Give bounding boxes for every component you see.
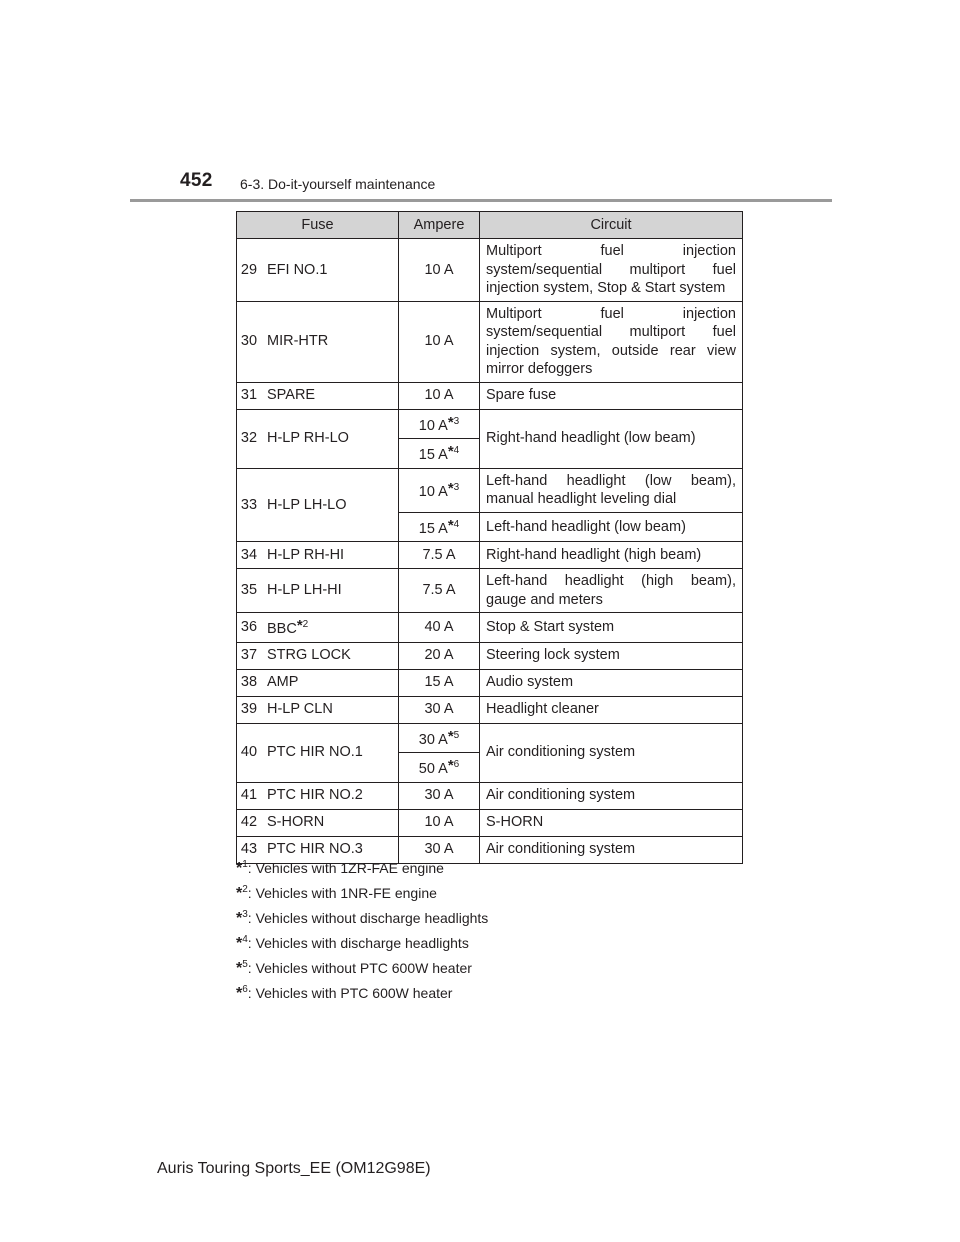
footnote-text: : Vehicles with 1NR-FE engine xyxy=(247,885,437,901)
footnote-number: 4 xyxy=(453,518,460,530)
fuse-circuit: Stop & Start system xyxy=(480,613,743,643)
fuse-name xyxy=(261,569,399,613)
ampere-column-header: Ampere xyxy=(399,212,480,239)
fuse-name-text: H-LP LH-LO xyxy=(267,496,347,513)
fuse-number: 41 xyxy=(237,782,262,809)
fuse-name-text: PTC HIR NO.2 xyxy=(267,787,363,804)
footnote xyxy=(236,902,488,927)
fuse-row xyxy=(237,569,743,613)
footnote-asterisk: * xyxy=(447,413,454,431)
ampere-value: 30 A xyxy=(424,787,454,804)
fuse-number: 29 xyxy=(237,239,262,302)
ampere-value: 10 A xyxy=(424,261,454,278)
footnote-asterisk: * xyxy=(296,617,303,634)
fuse-name-text: EFI NO.1 xyxy=(267,261,328,278)
footnote-number: 5 xyxy=(242,959,248,970)
footnote-reference xyxy=(447,443,460,460)
fuse-row xyxy=(237,669,743,696)
footnote-asterisk: * xyxy=(447,479,454,497)
fuse-number: 38 xyxy=(237,669,262,696)
fuse-name-text: PTC HIR NO.3 xyxy=(267,841,363,858)
ampere-value: 30 A xyxy=(424,701,454,718)
fuse-number: 36 xyxy=(237,613,262,643)
circuit-column-header: Circuit xyxy=(480,212,743,239)
fuse-ampere xyxy=(399,696,480,723)
fuse-ampere xyxy=(399,569,480,613)
fuse-circuit: Right-hand headlight (low beam) xyxy=(480,409,743,468)
fuse-circuit: Left-hand headlight (low beam), manual headlight leveling dial xyxy=(480,468,743,512)
fuse-number: 42 xyxy=(237,809,262,836)
fuse-name xyxy=(261,409,399,468)
fuse-row xyxy=(237,782,743,809)
fuse-ampere xyxy=(399,382,480,409)
fuse-row xyxy=(237,723,743,753)
fuse-number: 33 xyxy=(237,468,262,542)
ampere-value: 10 A xyxy=(418,483,448,500)
fuse-ampere xyxy=(399,409,480,439)
footnote-asterisk: * xyxy=(447,757,454,774)
footnote xyxy=(236,977,488,1002)
fuse-ampere xyxy=(399,723,480,753)
footnote-asterisk: * xyxy=(447,516,454,534)
fuse-name xyxy=(261,782,399,809)
footnote-number: 3 xyxy=(242,909,248,920)
fuse-name-text: SPARE xyxy=(267,387,316,404)
footnote-reference xyxy=(447,479,460,497)
fuse-circuit: Headlight cleaner xyxy=(480,696,743,723)
footnote-asterisk: * xyxy=(447,727,454,745)
fuse-row xyxy=(237,382,743,409)
fuse-table xyxy=(236,211,743,864)
fuse-circuit: Multiport fuel injection system/sequential multiport fuel injection system, outside rear view mirror defoggers xyxy=(480,301,743,382)
fuse-ampere xyxy=(399,613,480,643)
fuse-number: 40 xyxy=(237,723,262,782)
footnote-number: 6 xyxy=(453,759,460,770)
fuse-circuit: Multiport fuel injection system/sequential multiport fuel injection system, Stop & Start system xyxy=(480,239,743,302)
fuse-ampere xyxy=(399,468,480,512)
section-title: 6-3. Do-it-yourself maintenance xyxy=(240,176,436,192)
fuse-circuit: Left-hand headlight (high beam), gauge and meters xyxy=(480,569,743,613)
footnote-asterisk: * xyxy=(236,885,243,902)
fuse-number: 34 xyxy=(237,542,262,569)
fuse-circuit: Audio system xyxy=(480,669,743,696)
fuse-ampere xyxy=(399,642,480,669)
footnote-text: : Vehicles without discharge headlights xyxy=(247,910,489,926)
fuse-number: 35 xyxy=(237,569,262,613)
ampere-value: 10 A xyxy=(424,387,454,404)
footnote-number: 3 xyxy=(453,481,460,493)
fuse-name xyxy=(261,468,399,542)
footnote xyxy=(236,852,488,877)
fuse-name xyxy=(261,542,399,569)
ampere-value: 15 A xyxy=(418,520,448,537)
fuse-row xyxy=(237,809,743,836)
ampere-value: 15 A xyxy=(424,674,454,691)
fuse-circuit: Left-hand headlight (low beam) xyxy=(480,512,743,542)
fuse-name xyxy=(261,669,399,696)
fuse-ampere xyxy=(399,542,480,569)
fuse-circuit: Spare fuse xyxy=(480,382,743,409)
fuse-table-header xyxy=(237,212,743,239)
footnote-text: : Vehicles with 1ZR-FAE engine xyxy=(247,860,444,876)
footnote-number: 2 xyxy=(302,619,309,630)
footnote-asterisk: * xyxy=(236,910,243,927)
footnote-reference xyxy=(296,617,309,634)
footnote xyxy=(236,927,488,952)
ampere-value: 7.5 A xyxy=(422,546,456,563)
footnote-reference xyxy=(447,516,460,534)
footnote-number: 3 xyxy=(453,415,460,427)
manual-footer: Auris Touring Sports_EE (OM12G98E) xyxy=(157,1160,431,1177)
header-rule xyxy=(130,199,832,202)
fuse-row xyxy=(237,696,743,723)
fuse-circuit: Air conditioning system xyxy=(480,723,743,782)
fuse-name xyxy=(261,301,399,382)
footnote-number: 4 xyxy=(242,934,248,945)
fuse-name-text: H-LP RH-HI xyxy=(267,546,345,563)
ampere-value: 15 A xyxy=(418,447,448,463)
footnote-asterisk: * xyxy=(236,985,243,1002)
fuse-row xyxy=(237,542,743,569)
fuse-ampere xyxy=(399,439,480,469)
fuse-name xyxy=(261,696,399,723)
ampere-value: 10 A xyxy=(418,417,448,434)
fuse-name-text: STRG LOCK xyxy=(267,647,351,664)
ampere-value: 10 A xyxy=(424,814,454,831)
fuse-ampere xyxy=(399,239,480,302)
fuse-number: 32 xyxy=(237,409,262,468)
fuse-name-text: H-LP CLN xyxy=(267,701,333,718)
ampere-value: 20 A xyxy=(424,647,454,664)
ampere-value: 40 A xyxy=(424,619,454,635)
fuse-circuit: Right-hand headlight (high beam) xyxy=(480,542,743,569)
fuse-circuit: Steering lock system xyxy=(480,642,743,669)
fuse-name-text: AMP xyxy=(267,674,299,691)
fuse-row xyxy=(237,468,743,512)
footnote-reference xyxy=(447,413,460,431)
fuse-row xyxy=(237,613,743,643)
page-number: 452 xyxy=(180,170,213,191)
footnote-number: 5 xyxy=(453,729,460,741)
fuse-number: 39 xyxy=(237,696,262,723)
fuse-row xyxy=(237,409,743,439)
fuse-name-text: S-HORN xyxy=(267,814,325,831)
ampere-value: 7.5 A xyxy=(422,582,456,599)
fuse-table-body xyxy=(237,239,743,864)
footnote-number: 1 xyxy=(242,859,248,870)
footnote-reference xyxy=(447,757,460,774)
fuse-row xyxy=(237,239,743,302)
footnotes xyxy=(236,852,488,1002)
footnote-number: 4 xyxy=(453,445,460,456)
footnote xyxy=(236,877,488,902)
fuse-name-text: PTC HIR NO.1 xyxy=(267,744,363,761)
fuse-name xyxy=(261,723,399,782)
fuse-circuit: Air conditioning system xyxy=(480,836,743,863)
ampere-value: 30 A xyxy=(418,731,448,748)
fuse-number: 31 xyxy=(237,382,262,409)
fuse-ampere xyxy=(399,512,480,542)
footnote-number: 2 xyxy=(242,884,248,895)
fuse-ampere xyxy=(399,301,480,382)
footnote-text: : Vehicles with PTC 600W heater xyxy=(247,985,453,1001)
fuse-name xyxy=(261,239,399,302)
fuse-number: 30 xyxy=(237,301,262,382)
fuse-ampere xyxy=(399,809,480,836)
fuse-ampere xyxy=(399,782,480,809)
fuse-column-header: Fuse xyxy=(237,212,399,239)
fuse-name xyxy=(261,809,399,836)
fuse-name-text: BBC xyxy=(267,621,297,637)
ampere-value: 30 A xyxy=(424,841,454,858)
footnote-asterisk: * xyxy=(447,443,454,460)
fuse-name-text: H-LP LH-HI xyxy=(267,582,342,599)
footnote-asterisk: * xyxy=(236,860,243,877)
fuse-row xyxy=(237,642,743,669)
fuse-name-text: H-LP RH-LO xyxy=(267,430,349,447)
fuse-circuit: Air conditioning system xyxy=(480,782,743,809)
footnote-asterisk: * xyxy=(236,935,243,952)
footnote-reference xyxy=(447,727,460,745)
footnote-number: 6 xyxy=(242,984,248,995)
ampere-value: 10 A xyxy=(424,333,454,350)
fuse-name xyxy=(261,613,399,643)
fuse-row xyxy=(237,301,743,382)
fuse-number: 43 xyxy=(237,836,262,863)
fuse-name-text: MIR-HTR xyxy=(267,333,329,350)
footnote xyxy=(236,952,488,977)
footnote-asterisk: * xyxy=(236,960,243,977)
ampere-value: 50 A xyxy=(418,761,448,777)
fuse-name xyxy=(261,642,399,669)
fuse-name xyxy=(261,382,399,409)
fuse-circuit: S-HORN xyxy=(480,809,743,836)
footnote-text: : Vehicles without PTC 600W heater xyxy=(247,960,472,976)
fuse-ampere xyxy=(399,669,480,696)
fuse-ampere xyxy=(399,753,480,783)
fuse-number: 37 xyxy=(237,642,262,669)
footnote-text: : Vehicles with discharge headlights xyxy=(247,935,469,951)
